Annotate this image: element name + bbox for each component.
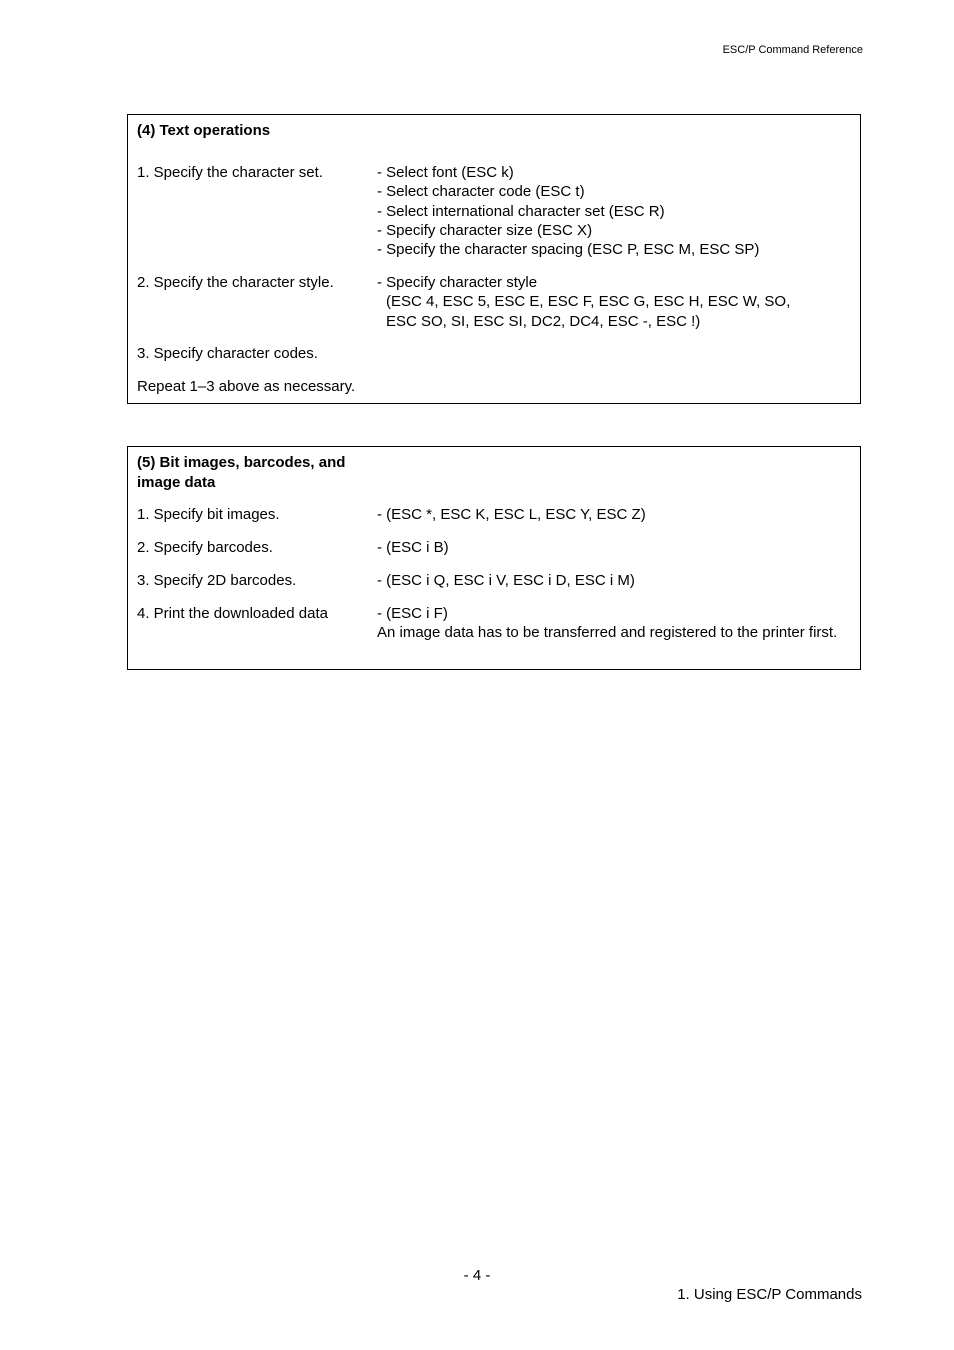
step-label: 3. Specify 2D barcodes. [137, 572, 297, 589]
page-number: - 4 - [463, 1267, 491, 1284]
command-line: - Specify the character spacing (ESC P, ESC M, ESC SP) [377, 241, 760, 259]
running-header: ESC/P Command Reference [722, 44, 863, 56]
section-title: (5) Bit images, barcodes, and image data [137, 454, 346, 491]
command-line: - Select font (ESC k) [377, 164, 514, 181]
command-line: ESC SO, SI, ESC SI, DC2, DC4, ESC -, ESC !) [386, 312, 701, 330]
command-line: - Select character code (ESC t) [377, 183, 585, 201]
step-label: 2. Specify barcodes. [137, 539, 273, 556]
command-line: - (ESC i B) [377, 539, 449, 556]
command-list [377, 273, 790, 331]
command-line: (ESC 4, ESC 5, ESC E, ESC F, ESC G, ESC H, ESC W, SO, [386, 293, 791, 311]
command-line: - (ESC *, ESC K, ESC L, ESC Y, ESC Z) [377, 506, 646, 523]
step-label: 1. Specify bit images. [137, 506, 280, 523]
bit-images-box [127, 446, 861, 670]
chapter-footer: 1. Using ESC/P Commands [677, 1286, 862, 1303]
description-text: An image data has to be transferred and registered to the printer first. [377, 624, 838, 642]
step-label: 3. Specify character codes. [137, 345, 318, 362]
command-line: - Select international character set (ESC R) [377, 202, 665, 220]
step-label: 2. Specify the character style. [137, 274, 334, 291]
repeat-note: Repeat 1–3 above as necessary. [137, 378, 356, 395]
step-label: 4. Print the downloaded data [137, 605, 328, 622]
command-list [377, 163, 759, 259]
text-operations-box [127, 114, 861, 404]
command-line: - (ESC i F) [377, 605, 448, 622]
command-line: - (ESC i Q, ESC i V, ESC i D, ESC i M) [377, 572, 635, 589]
command-list [377, 604, 847, 643]
section-title: (4) Text operations [137, 122, 271, 139]
command-line: - Specify character style [377, 274, 538, 291]
command-line: - Specify character size (ESC X) [377, 221, 593, 239]
step-label: 1. Specify the character set. [137, 164, 323, 181]
